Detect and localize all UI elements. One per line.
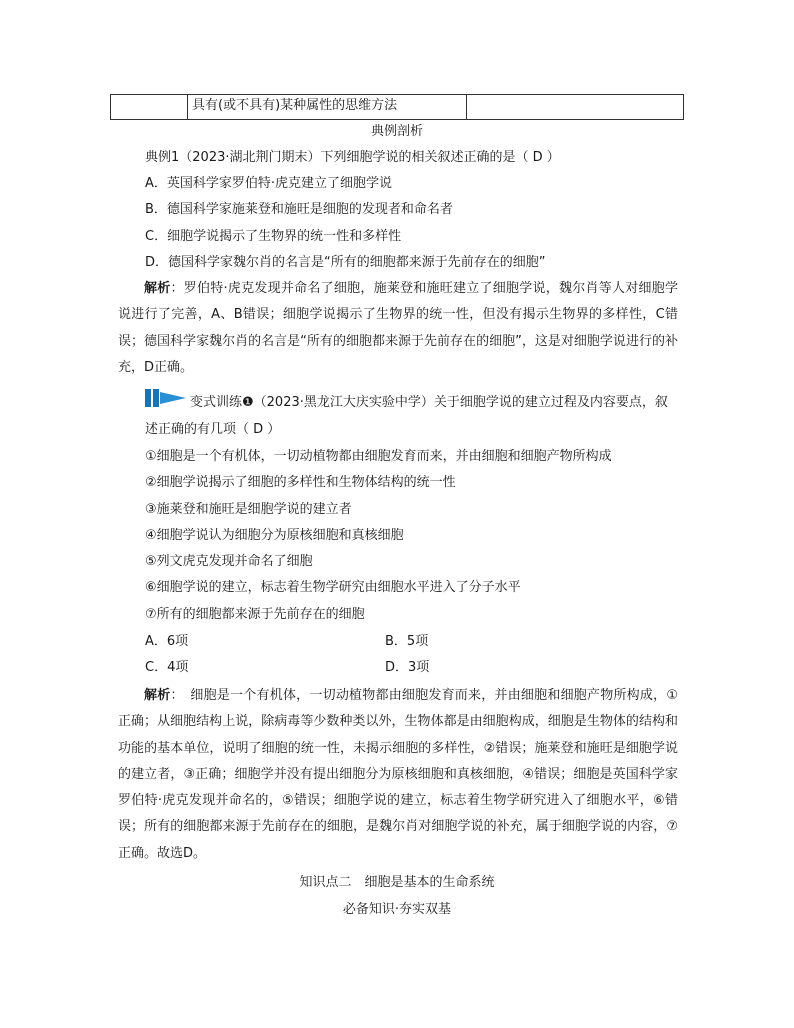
variant1-analysis — [118, 683, 678, 867]
example1-option-a: A．英国科学家罗伯特·虎克建立了细胞学说 — [145, 176, 393, 191]
section-title-examples: 典例剖析 — [370, 124, 423, 139]
variant1-option-c: C．4项 — [145, 660, 189, 675]
example1-option-c: C．细胞学说揭示了生物界的统一性和多样性 — [145, 229, 402, 244]
analysis-label: 解析 — [144, 688, 171, 703]
example1-option-d: D．德国科学家魏尔肖的名言是“所有的细胞都来源于先前存在的细胞” — [145, 255, 546, 270]
variant1-item-2: ②细胞学说揭示了细胞的多样性和生物体结构的统一性 — [145, 475, 456, 490]
example1-analysis — [118, 276, 678, 381]
table-cell-empty — [111, 95, 188, 119]
variant1-item-4: ④细胞学说认为细胞分为原核细胞和真核细胞 — [145, 528, 404, 543]
variant-training-icon — [145, 389, 189, 407]
variant1-item-3: ③施莱登和施旺是细胞学说的建立者 — [145, 502, 352, 517]
section-subtitle: 必备知识·夯实双基 — [342, 902, 452, 917]
analysis-text: ： 细胞是一个有机体，一切动植物都由细胞发育而来，并由细胞和细胞产物所构成，①正确；从细胞结构上说，除病毒等少数种类以外，生物体都是由细胞构成，细胞是生物体的结构和功能的基本单位，说明了细胞的统一性，未揭示细胞的多样性，②错误；施莱登和施旺是细胞学说的建立者，③正确；细胞学并没有提出细胞分为原核细胞和真核细胞，④错误；细胞是英国科学家罗伯特·虎克发现并命名的，⑤错误；细胞学说的建立，标志着生物学研究进入了细胞水平，⑥错误；所有的细胞都来源于先前存在的细胞，是魏尔肖对细胞学说的补充，属于细胞学说的内容，⑦正确。故选D。 — [118, 688, 678, 861]
table-cell-text: 具有(或不具有)某种属性的思维方法 — [188, 95, 467, 119]
variant1-option-b: B．5项 — [385, 634, 429, 649]
variant1-item-7: ⑦所有的细胞都来源于先前存在的细胞 — [145, 607, 365, 622]
variant1-item-6: ⑥细胞学说的建立，标志着生物学研究由细胞水平进入了分子水平 — [145, 580, 521, 595]
variant1-option-a: A．6项 — [145, 634, 189, 649]
variant1-item-5: ⑤列文虎克发现并命名了细胞 — [145, 554, 313, 569]
section-title-knowledge-point-2: 知识点二 细胞是基本的生命系统 — [299, 875, 495, 890]
example1-stem: 典例1（2023·湖北荆门期末）下列细胞学说的相关叙述正确的是（ D ） — [145, 150, 560, 165]
analysis-text: ：罗伯特·虎克发现并命名了细胞，施莱登和施旺建立了细胞学说，魏尔肖等人对细胞学说进行了完善，A、B错误；细胞学说揭示了生物界的统一性，但没有揭示生物界的多样性，C错误；德国科学家魏尔肖的名言是“所有的细胞都来源于先前存在的细胞”，这是对细胞学说进行的补充，D正确。 — [118, 281, 678, 375]
analysis-label: 解析 — [144, 281, 171, 296]
variant1-option-d: D．3项 — [385, 660, 430, 675]
variant1-item-1: ①细胞是一个有机体，一切动植物都由细胞发育而来，并由细胞和细胞产物所构成 — [145, 449, 612, 464]
table-cell-empty — [467, 95, 683, 119]
table-fragment — [110, 94, 684, 120]
example1-option-b: B．德国科学家施莱登和施旺是细胞的发现者和命名者 — [145, 202, 453, 217]
variant1-stem-line1: 变式训练❶（2023·黑龙江大庆实验中学）关于细胞学说的建立过程及内容要点，叙 — [190, 395, 668, 410]
variant1-stem-line2: 述正确的有几项（ D ） — [145, 422, 281, 437]
